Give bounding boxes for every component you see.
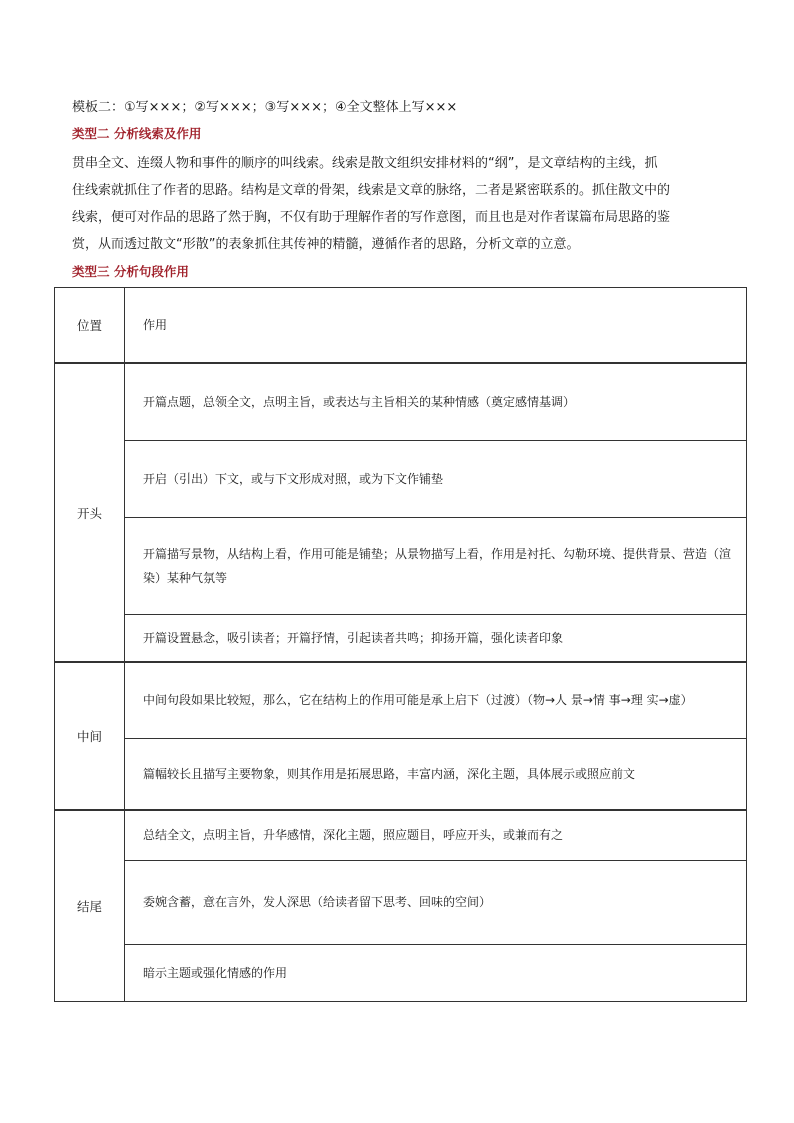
paragraph-line: 住线索就抓住了作者的思路。结构是文章的骨架，线索是文章的脉络，二者是紧密联系的。抓住散文中的 <box>72 183 671 198</box>
effect-cell: 暗示主题或强化情感的作用 <box>125 944 747 1001</box>
table-row <box>55 614 747 662</box>
section-heading-type2: 类型二 分析线索及作用 <box>72 126 202 141</box>
table-row <box>55 810 747 860</box>
position-cell-middle: 中间 <box>55 662 125 810</box>
header-position: 位置 <box>55 288 125 364</box>
effect-cell: 篇幅较长且描写主要物象，则其作用是拓展思路，丰富内涵，深化主题，具体展示或照应前文 <box>125 738 747 810</box>
paragraph-line: 赏，从而透过散文“形散”的表象抓住其传神的精髓，遵循作者的思路，分析文章的立意。 <box>72 237 580 252</box>
table-row <box>55 738 747 810</box>
table-row <box>55 860 747 944</box>
table-row <box>55 517 747 614</box>
table-row <box>55 363 747 440</box>
function-table <box>54 287 747 1002</box>
section-heading-type3: 类型三 分析句段作用 <box>72 264 189 279</box>
effect-cell: 开篇设置悬念，吸引读者；开篇抒情，引起读者共鸣；抑扬开篇，强化读者印象 <box>125 614 747 662</box>
template-line: 模板二：①写×××；②写×××；③写×××；④全文整体上写××× <box>72 100 458 115</box>
table-row <box>55 944 747 1001</box>
effect-cell: 总结全文，点明主旨，升华感情，深化主题，照应题目，呼应开头，或兼而有之 <box>125 810 747 860</box>
effect-cell: 委婉含蓄，意在言外，发人深思（给读者留下思考、回味的空间） <box>125 860 747 944</box>
effect-cell: 开启（引出）下文，或与下文形成对照，或为下文作铺垫 <box>125 440 747 517</box>
effect-cell: 开篇点题，总领全文，点明主旨，或表达与主旨相关的某种情感（奠定感情基调） <box>125 363 747 440</box>
header-effect: 作用 <box>125 288 747 364</box>
position-cell-opening: 开头 <box>55 363 125 662</box>
position-cell-ending: 结尾 <box>55 810 125 1001</box>
paragraph-line: 贯串全文、连缀人物和事件的顺序的叫线索。线索是散文组织安排材料的“纲”，是文章结构的主线，抓 <box>72 156 658 171</box>
table-header-row <box>55 288 747 364</box>
effect-cell: 中间句段如果比较短，那么，它在结构上的作用可能是承上启下（过渡）（物→人 景→情 事→理 实→虚） <box>125 662 747 738</box>
clue-paragraph <box>72 150 732 258</box>
effect-cell: 开篇描写景物，从结构上看，作用可能是铺垫；从景物描写上看，作用是衬托、勾勒环境、提供背景、营造（渲染）某种气氛等 <box>125 517 747 614</box>
paragraph-line: 线索，便可对作品的思路了然于胸，不仅有助于理解作者的写作意图，而且也是对作者谋篇布局思路的鉴 <box>72 210 671 225</box>
table-row <box>55 440 747 517</box>
table-row <box>55 662 747 738</box>
